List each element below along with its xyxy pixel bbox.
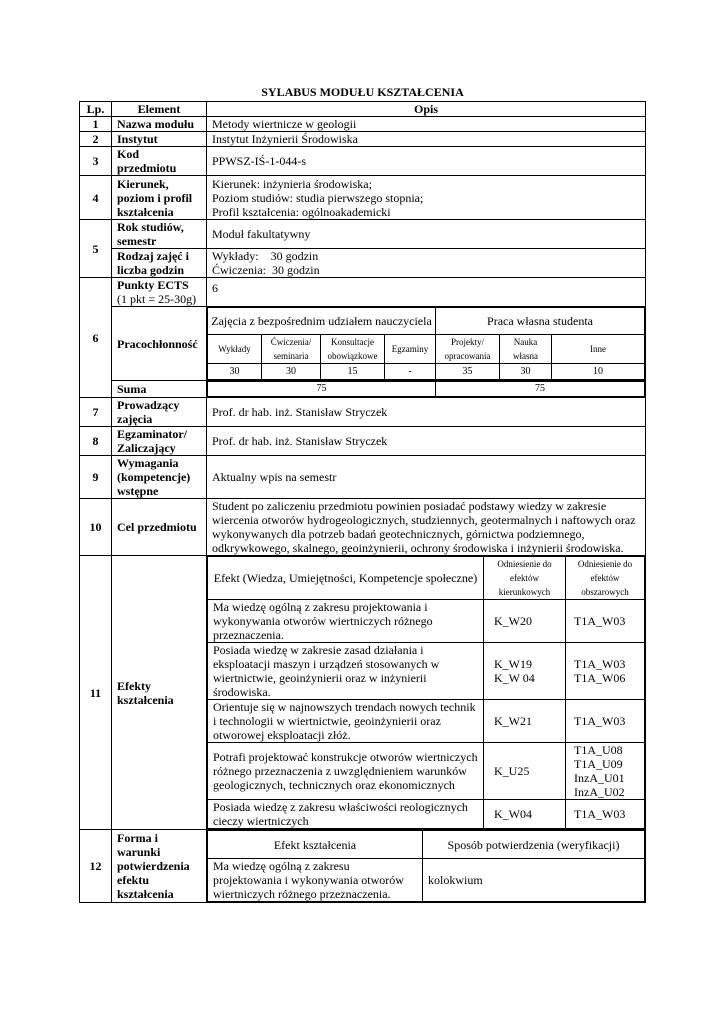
row-6-ects (80, 278, 646, 307)
workload-col-header: Projekty/ opracowania (436, 335, 500, 364)
verification-cell (207, 830, 646, 903)
row-6-sum (80, 381, 646, 398)
effect-obsz: T1A_W03 (566, 700, 645, 743)
workload-value: 15 (321, 364, 385, 380)
row-2 (80, 132, 646, 147)
workload-value: 30 (208, 364, 262, 380)
sum-teacher: 75 (208, 382, 436, 397)
row-label: Prowadzący zajęcia (112, 398, 207, 427)
row-number: 7 (80, 398, 112, 427)
row-label: Suma (112, 381, 207, 398)
row-8 (80, 427, 646, 456)
row-value: Metody wiertnicze w geologii (207, 117, 646, 132)
header-element: Element (112, 102, 207, 117)
workload-col-header: Nauka własna (500, 335, 552, 364)
effect-obsz: T1A_W03 T1A_W06 (566, 643, 645, 700)
workload-cols (208, 335, 645, 364)
row-label (112, 278, 207, 307)
row-number: 2 (80, 132, 112, 147)
row-1 (80, 117, 646, 132)
header-row (80, 102, 646, 117)
group-header-own-work: Praca własna studenta (436, 308, 645, 335)
workload-table (207, 307, 645, 380)
row-value: Prof. dr hab. inż. Stanisław Stryczek (207, 427, 646, 456)
workload-value: 35 (436, 364, 500, 380)
row-label: Kierunek, poziom i profil kształcenia (112, 176, 207, 220)
syllabus-table (79, 101, 646, 903)
effect-obsz: T1A_U08 T1A_U09 InzA_U01 InzA_U02 (566, 743, 645, 800)
effect-text: Potrafi projektować konstrukcje otworów wiertniczych różnego przeznaczenia z uwzględnieniem warunków geologicznych, technicznych oraz ekonomicznych (208, 743, 484, 800)
ects-label: Punkty ECTS (117, 278, 189, 292)
row-12 (80, 830, 646, 903)
row-3 (80, 147, 646, 176)
effect-kier: K_W19 K_W 04 (484, 643, 566, 700)
row-number: 3 (80, 147, 112, 176)
verification-table (207, 830, 645, 902)
row-label: Wymagania (kompetencje) wstępne (112, 456, 207, 499)
row-label: Kod przedmiotu (112, 147, 207, 176)
field-line: Kierunek: inżynieria środowiska; (212, 176, 372, 191)
ects-value: 6 (207, 278, 646, 307)
row-value (207, 249, 646, 278)
workload-col-header: Inne (552, 335, 645, 364)
row-label: Egzaminator/ Zaliczający (112, 427, 207, 456)
row-label: Cel przedmiotu (112, 499, 207, 556)
effect-kier: K_W04 (484, 800, 566, 829)
sum-table (207, 381, 645, 397)
workload-value: 30 (500, 364, 552, 380)
row-label: Nazwa modułu (112, 117, 207, 132)
effects-cell (207, 556, 646, 830)
verification-effect: Ma wiedzę ogólną z zakresu projektowania i wykonywania otworów wiertniczych różnego przeznaczenia. (208, 859, 423, 902)
row-value: Moduł fakultatywny (207, 220, 646, 249)
row-value (207, 176, 646, 220)
row-label: Instytut (112, 132, 207, 147)
row-number: 9 (80, 456, 112, 499)
document-title: SYLABUS MODUŁU KSZTAŁCENIA (261, 85, 464, 99)
effect-row (208, 600, 645, 643)
row-number: 11 (80, 556, 112, 830)
verification-col-method: Sposób potwierdzenia (weryfikacji) (423, 831, 645, 859)
field-line: Ćwiczenia: 30 godzin (212, 263, 320, 277)
ects-sub: (1 pkt = 25-30g) (117, 292, 197, 306)
sum-own-work: 75 (436, 382, 645, 397)
effects-col-effect: Efekt (Wiedza, Umiejętności, Kompetencje społeczne) (208, 557, 484, 600)
effects-table (207, 556, 645, 829)
row-number: 1 (80, 117, 112, 132)
row-value: Prof. dr hab. inż. Stanisław Stryczek (207, 398, 646, 427)
effect-kier: K_W20 (484, 600, 566, 643)
workload-col-header: Wykłady (208, 335, 262, 364)
row-label: Pracochłonność (112, 307, 207, 381)
row-5 (80, 249, 646, 278)
row-number: 12 (80, 830, 112, 903)
workload-col-header: Ćwiczenia/ seminaria (262, 335, 321, 364)
effects-body (208, 600, 645, 829)
effect-row (208, 743, 645, 800)
row-label: Rok studiów, semestr (112, 220, 207, 249)
effects-col-obsz: Odniesienie do efektów obszarowych (566, 557, 645, 600)
effect-obsz: T1A_W03 (566, 800, 645, 829)
row-11 (80, 556, 646, 830)
field-line: Wykłady: 30 godzin (212, 249, 319, 263)
sum-cell (207, 381, 646, 398)
effect-text: Orientuje się w najnowszych trendach nowych technik i technologii w wiertnictwie, geoinżynierii oraz otworowej eksploatacji złóż. (208, 700, 484, 743)
row-7 (80, 398, 646, 427)
row-value: PPWSZ-IŚ-1-044-s (207, 147, 646, 176)
field-line: Poziom studiów: studia pierwszego stopnia; (212, 190, 424, 205)
effect-text: Posiada wiedzę w zakresie zasad działania i eksploatacji maszyn i urządzeń stosowanych w wiertnictwie, geoinżynierii oraz w inżynierii środowiska. (208, 643, 484, 700)
effect-text: Posiada wiedzę z zakresu właściwości reologicznych cieczy wiertniczych (208, 800, 484, 829)
row-value: Student po zaliczeniu przedmiotu powinien posiadać podstawy wiedzy w zakresie wiercenia otworów hydrogeologicznych, studziennych, geotermalnych i naftowych oraz wykonywanych dla potrzeb badań geotechnicznych, górnictwa podziemnego, odkrywkowego, skalnego, geoinżynierii, ochrony środowiska i inżynierii środowiska. (207, 499, 646, 556)
row-number: 6 (80, 278, 112, 398)
effect-kier: K_U25 (484, 743, 566, 800)
effect-text: Ma wiedzę ogólną z zakresu projektowania i wykonywania otworów wiertniczych różnego przeznaczenia. (208, 600, 484, 643)
verification-method: kolokwium (423, 859, 645, 902)
row-10 (80, 499, 646, 556)
workload-values (208, 364, 645, 380)
effect-row (208, 700, 645, 743)
row-number: 4 (80, 176, 112, 220)
effect-obsz: T1A_W03 (566, 600, 645, 643)
group-header-teacher: Zajęcia z bezpośrednim udziałem nauczyciela (208, 308, 436, 335)
effects-col-kier: Odniesienie do efektów kierunkowych (484, 557, 566, 600)
field-line: Profil kształcenia: ogólnoakademicki (212, 204, 391, 219)
workload-value: - (385, 364, 436, 380)
workload-cell (207, 307, 646, 381)
workload-col-header: Konsultacje obowiązkowe (321, 335, 385, 364)
verification-col-effect: Efekt kształcenia (208, 831, 423, 859)
row-label: Efekty kształcenia (112, 556, 207, 830)
header-lp: Lp. (80, 102, 112, 117)
row-number: 5 (80, 220, 112, 278)
row-6-workload (80, 307, 646, 381)
row-label: Forma i warunki potwierdzenia efektu kształcenia (112, 830, 207, 903)
workload-col-header: Egzaminy (385, 335, 436, 364)
header-opis: Opis (207, 102, 646, 117)
row-number: 10 (80, 499, 112, 556)
workload-value: 30 (262, 364, 321, 380)
row-label: Rodzaj zajęć i liczba godzin (112, 249, 207, 278)
row-9 (80, 456, 646, 499)
effect-row (208, 643, 645, 700)
effect-row (208, 800, 645, 829)
row-value: Instytut Inżynierii Środowiska (207, 132, 646, 147)
row-number: 8 (80, 427, 112, 456)
workload-value: 10 (552, 364, 645, 380)
row-5a (80, 220, 646, 249)
effect-kier: K_W21 (484, 700, 566, 743)
row-value: Aktualny wpis na semestr (207, 456, 646, 499)
row-4 (80, 176, 646, 220)
